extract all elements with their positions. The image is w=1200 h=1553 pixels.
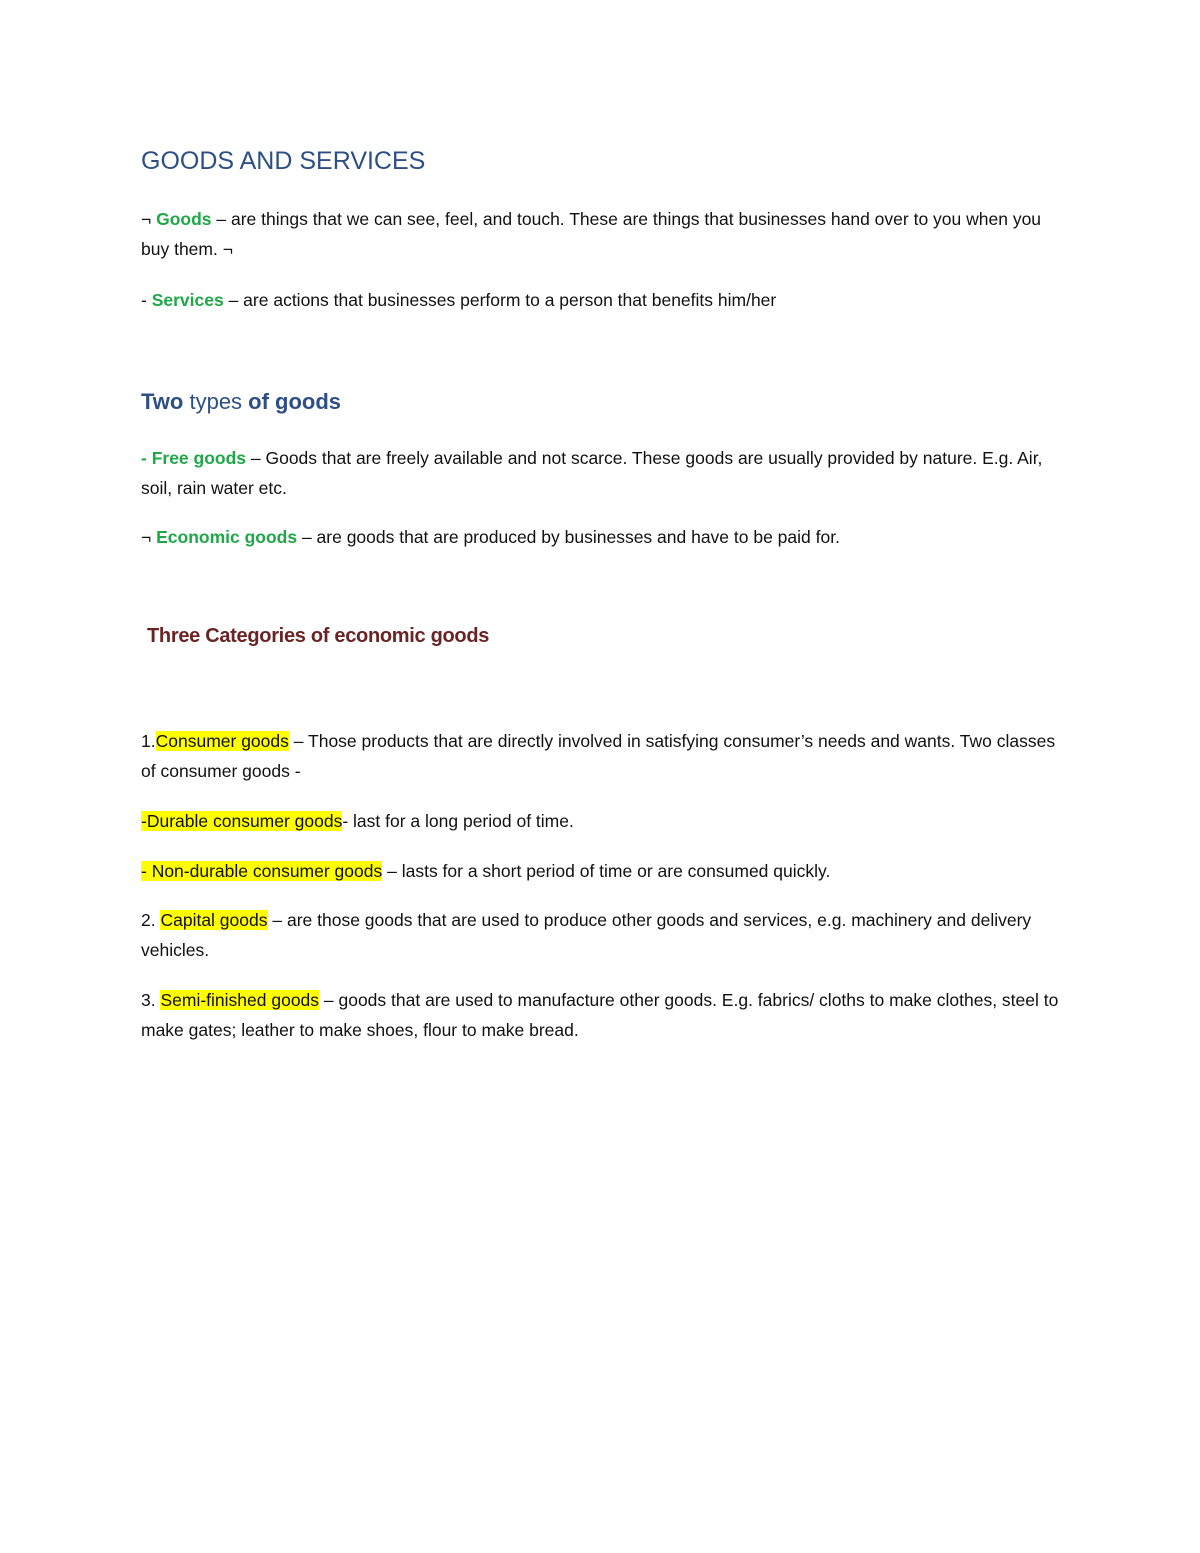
consumer-goods-definition [141, 726, 1071, 786]
goods-definition [141, 204, 1071, 264]
durable-goods-text: - last for a long period of time. [342, 811, 574, 831]
economic-goods-term: Economic goods [156, 527, 298, 547]
services-term: Services [151, 290, 224, 310]
types-heading [141, 389, 341, 415]
nondurable-goods-term: - Non-durable consumer goods [141, 861, 383, 881]
services-definition [141, 285, 1071, 315]
nondurable-goods-definition [141, 856, 1071, 886]
services-text: – are actions that businesses perform to a person that benefits him/her [223, 290, 777, 310]
semifinished-goods-term: Semi-finished goods [160, 990, 320, 1010]
capital-goods-term: Capital goods [160, 910, 268, 930]
nondurable-goods-text: – lasts for a short period of time or are consumed quickly. [382, 861, 831, 881]
durable-goods-term: Durable consumer goods [146, 811, 343, 831]
durable-goods-definition [141, 806, 1071, 836]
categories-heading: Three Categories of economic goods [147, 625, 490, 647]
types-heading-part1: Two [141, 389, 184, 414]
semifinished-goods-text: – goods that are used to manufacture other goods. E.g. fabrics/ cloths to make clothes, steel to make gates; leather to make shoes, flour to make bread. [141, 990, 1059, 1040]
types-heading-part2: types [183, 389, 249, 414]
consumer-goods-text: – Those products that are directly involved in satisfying consumer’s needs and wants. Two classes of consumer goods - [141, 731, 1056, 781]
capital-goods-definition [141, 905, 1071, 965]
semifinished-goods-prefix: 3. [141, 990, 161, 1010]
capital-goods-prefix: 2. [141, 910, 161, 930]
economic-goods-text: – are goods that are produced by businesses and have to be paid for. [297, 527, 840, 547]
free-goods-text: – Goods that are freely available and not scarce. These goods are usually provided by nature. E.g. Air, soil, rain water etc. [141, 448, 1043, 498]
economic-goods-definition [141, 522, 1071, 552]
types-heading-part3: of goods [248, 389, 342, 414]
capital-goods-text: – are those goods that are used to produce other goods and services, e.g. machinery and delivery vehicles. [141, 910, 1032, 960]
goods-term: Goods [156, 209, 212, 229]
consumer-goods-prefix: 1. [141, 731, 156, 751]
economic-goods-prefix: ¬ [141, 527, 157, 547]
page-title: GOODS AND SERVICES [141, 147, 426, 175]
goods-prefix: ¬ [141, 209, 157, 229]
semifinished-goods-definition [141, 985, 1071, 1045]
free-goods-term: - Free goods [141, 448, 247, 468]
consumer-goods-term: Consumer goods [155, 731, 289, 751]
durable-goods-prefix: - [141, 811, 147, 831]
free-goods-definition [141, 443, 1071, 503]
services-prefix: - [141, 290, 152, 310]
goods-text: – are things that we can see, feel, and touch. These are things that businesses hand over to you when you buy them. ¬ [141, 209, 1042, 259]
